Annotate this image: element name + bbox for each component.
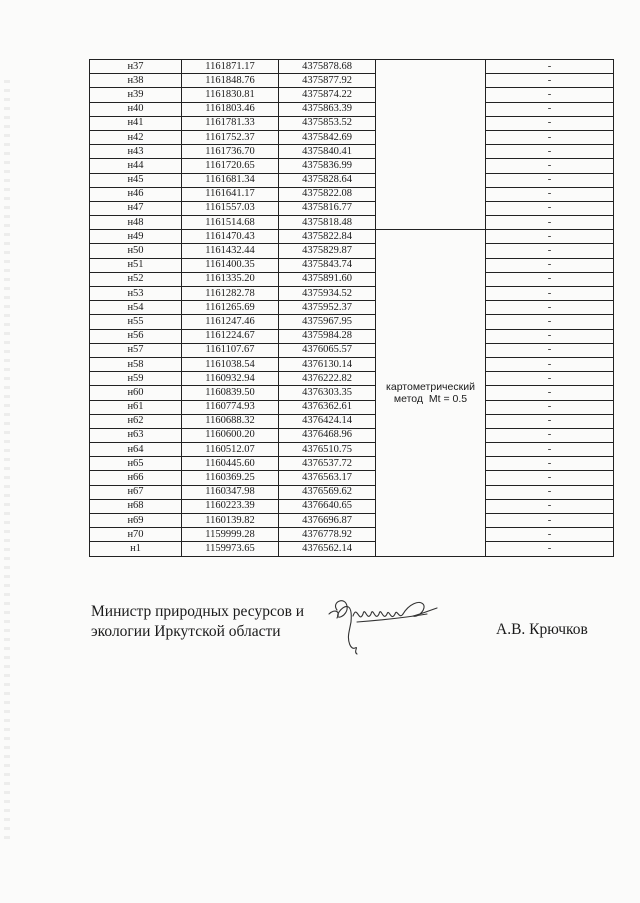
note-cell: - (486, 130, 614, 144)
point-id-cell: н39 (90, 88, 182, 102)
x-coordinate-cell: 1160600.20 (182, 428, 279, 442)
x-coordinate-cell: 1160839.50 (182, 386, 279, 400)
x-coordinate-cell: 1160932.94 (182, 372, 279, 386)
table-row (90, 230, 614, 244)
coordinates-table (89, 59, 614, 557)
point-id-cell: н56 (90, 329, 182, 343)
x-coordinate-cell: 1160139.82 (182, 514, 279, 528)
table-row (90, 528, 614, 542)
x-coordinate-cell: 1161641.17 (182, 187, 279, 201)
point-id-cell: н43 (90, 145, 182, 159)
y-coordinate-cell: 4376424.14 (279, 414, 376, 428)
y-coordinate-cell: 4375843.74 (279, 258, 376, 272)
y-coordinate-cell: 4376563.17 (279, 471, 376, 485)
y-coordinate-cell: 4375878.68 (279, 60, 376, 74)
note-cell: - (486, 443, 614, 457)
y-coordinate-cell: 4376468.96 (279, 428, 376, 442)
table-row (90, 443, 614, 457)
point-id-cell: н38 (90, 74, 182, 88)
x-coordinate-cell: 1161400.35 (182, 258, 279, 272)
x-coordinate-cell: 1161848.76 (182, 74, 279, 88)
table-row (90, 329, 614, 343)
x-coordinate-cell: 1161871.17 (182, 60, 279, 74)
note-cell: - (486, 528, 614, 542)
table-row (90, 60, 614, 74)
y-coordinate-cell: 4375816.77 (279, 201, 376, 215)
x-coordinate-cell: 1160369.25 (182, 471, 279, 485)
table-row (90, 372, 614, 386)
y-coordinate-cell: 4376696.87 (279, 514, 376, 528)
x-coordinate-cell: 1161470.43 (182, 230, 279, 244)
point-id-cell: н47 (90, 201, 182, 215)
note-cell: - (486, 159, 614, 173)
note-cell: - (486, 201, 614, 215)
point-id-cell: н1 (90, 542, 182, 556)
x-coordinate-cell: 1161265.69 (182, 301, 279, 315)
note-cell: - (486, 357, 614, 371)
table-row (90, 400, 614, 414)
point-id-cell: н70 (90, 528, 182, 542)
note-cell: - (486, 315, 614, 329)
table-row (90, 74, 614, 88)
point-id-cell: н40 (90, 102, 182, 116)
x-coordinate-cell: 1161557.03 (182, 201, 279, 215)
y-coordinate-cell: 4376222.82 (279, 372, 376, 386)
table-row (90, 244, 614, 258)
table-row (90, 301, 614, 315)
point-id-cell: н49 (90, 230, 182, 244)
point-id-cell: н41 (90, 116, 182, 130)
note-cell: - (486, 414, 614, 428)
y-coordinate-cell: 4376569.62 (279, 485, 376, 499)
x-coordinate-cell: 1161282.78 (182, 287, 279, 301)
note-cell: - (486, 329, 614, 343)
note-cell: - (486, 173, 614, 187)
table-row (90, 102, 614, 116)
table-row (90, 130, 614, 144)
y-coordinate-cell: 4375828.64 (279, 173, 376, 187)
table-row (90, 471, 614, 485)
official-title-line-2: экологии Иркутской области (91, 623, 281, 640)
x-coordinate-cell: 1159973.65 (182, 542, 279, 556)
x-coordinate-cell: 1160512.07 (182, 443, 279, 457)
y-coordinate-cell: 4375984.28 (279, 329, 376, 343)
point-id-cell: н59 (90, 372, 182, 386)
point-id-cell: н52 (90, 272, 182, 286)
x-coordinate-cell: 1161514.68 (182, 216, 279, 230)
point-id-cell: н68 (90, 499, 182, 513)
point-id-cell: н63 (90, 428, 182, 442)
note-cell: - (486, 74, 614, 88)
point-id-cell: н67 (90, 485, 182, 499)
note-cell: - (486, 145, 614, 159)
scan-edge-mark (4, 80, 10, 840)
note-cell: - (486, 272, 614, 286)
y-coordinate-cell: 4375840.41 (279, 145, 376, 159)
note-cell: - (486, 244, 614, 258)
y-coordinate-cell: 4375822.08 (279, 187, 376, 201)
table-row (90, 116, 614, 130)
note-cell: - (486, 386, 614, 400)
official-title-line-1: Министр природных ресурсов и (91, 603, 305, 620)
note-cell: - (486, 499, 614, 513)
x-coordinate-cell: 1160445.60 (182, 457, 279, 471)
table-row (90, 159, 614, 173)
point-id-cell: н65 (90, 457, 182, 471)
x-coordinate-cell: 1161038.54 (182, 357, 279, 371)
table-row (90, 258, 614, 272)
point-id-cell: н53 (90, 287, 182, 301)
y-coordinate-cell: 4375853.52 (279, 116, 376, 130)
note-cell: - (486, 187, 614, 201)
y-coordinate-cell: 4376510.75 (279, 443, 376, 457)
y-coordinate-cell: 4375863.39 (279, 102, 376, 116)
table-row (90, 88, 614, 102)
method-cell-empty (376, 60, 486, 230)
note-cell: - (486, 216, 614, 230)
table-row (90, 357, 614, 371)
x-coordinate-cell: 1159999.28 (182, 528, 279, 542)
table-row (90, 428, 614, 442)
y-coordinate-cell: 4375836.99 (279, 159, 376, 173)
y-coordinate-cell: 4375842.69 (279, 130, 376, 144)
handwritten-signature (323, 592, 443, 662)
note-cell: - (486, 258, 614, 272)
note-cell: - (486, 471, 614, 485)
table-row (90, 145, 614, 159)
point-id-cell: н42 (90, 130, 182, 144)
x-coordinate-cell: 1161803.46 (182, 102, 279, 116)
table-row (90, 514, 614, 528)
note-cell: - (486, 485, 614, 499)
table-row (90, 272, 614, 286)
x-coordinate-cell: 1161736.70 (182, 145, 279, 159)
note-cell: - (486, 60, 614, 74)
table-row (90, 216, 614, 230)
y-coordinate-cell: 4376640.65 (279, 499, 376, 513)
signature-block (91, 602, 631, 672)
note-cell: - (486, 230, 614, 244)
y-coordinate-cell: 4375829.87 (279, 244, 376, 258)
note-cell: - (486, 514, 614, 528)
y-coordinate-cell: 4376065.57 (279, 343, 376, 357)
official-title (91, 602, 321, 642)
x-coordinate-cell: 1161681.34 (182, 173, 279, 187)
point-id-cell: н61 (90, 400, 182, 414)
note-cell: - (486, 287, 614, 301)
table-row (90, 386, 614, 400)
method-cell (376, 230, 486, 556)
official-name: А.В. Крючков (496, 621, 588, 638)
table-row (90, 542, 614, 556)
x-coordinate-cell: 1160223.39 (182, 499, 279, 513)
note-cell: - (486, 301, 614, 315)
x-coordinate-cell: 1160688.32 (182, 414, 279, 428)
y-coordinate-cell: 4375952.37 (279, 301, 376, 315)
x-coordinate-cell: 1160347.98 (182, 485, 279, 499)
x-coordinate-cell: 1161781.33 (182, 116, 279, 130)
note-cell: - (486, 88, 614, 102)
table-row (90, 343, 614, 357)
point-id-cell: н55 (90, 315, 182, 329)
x-coordinate-cell: 1161224.67 (182, 329, 279, 343)
y-coordinate-cell: 4376130.14 (279, 357, 376, 371)
y-coordinate-cell: 4376562.14 (279, 542, 376, 556)
note-cell: - (486, 542, 614, 556)
y-coordinate-cell: 4375934.52 (279, 287, 376, 301)
y-coordinate-cell: 4376303.35 (279, 386, 376, 400)
y-coordinate-cell: 4375891.60 (279, 272, 376, 286)
note-cell: - (486, 116, 614, 130)
y-coordinate-cell: 4376362.61 (279, 400, 376, 414)
point-id-cell: н50 (90, 244, 182, 258)
table-row (90, 499, 614, 513)
point-id-cell: н60 (90, 386, 182, 400)
note-cell: - (486, 343, 614, 357)
point-id-cell: н62 (90, 414, 182, 428)
point-id-cell: н69 (90, 514, 182, 528)
table-row (90, 201, 614, 215)
point-id-cell: н46 (90, 187, 182, 201)
point-id-cell: н58 (90, 357, 182, 371)
x-coordinate-cell: 1161335.20 (182, 272, 279, 286)
point-id-cell: н51 (90, 258, 182, 272)
coordinates-table-body (90, 60, 614, 557)
table-row (90, 414, 614, 428)
table-row (90, 485, 614, 499)
point-id-cell: н66 (90, 471, 182, 485)
method-line-2: метод Mt = 0.5 (393, 392, 468, 405)
table-row (90, 287, 614, 301)
x-coordinate-cell: 1161107.67 (182, 343, 279, 357)
point-id-cell: н54 (90, 301, 182, 315)
note-cell: - (486, 428, 614, 442)
point-id-cell: н37 (90, 60, 182, 74)
y-coordinate-cell: 4375877.92 (279, 74, 376, 88)
table-row (90, 173, 614, 187)
y-coordinate-cell: 4376537.72 (279, 457, 376, 471)
point-id-cell: н48 (90, 216, 182, 230)
y-coordinate-cell: 4375874.22 (279, 88, 376, 102)
point-id-cell: н44 (90, 159, 182, 173)
table-row (90, 187, 614, 201)
table-row (90, 315, 614, 329)
point-id-cell: н45 (90, 173, 182, 187)
point-id-cell: н57 (90, 343, 182, 357)
x-coordinate-cell: 1161720.65 (182, 159, 279, 173)
table-row (90, 457, 614, 471)
x-coordinate-cell: 1160774.93 (182, 400, 279, 414)
note-cell: - (486, 372, 614, 386)
x-coordinate-cell: 1161830.81 (182, 88, 279, 102)
method-line-1: картометрический (386, 380, 475, 393)
y-coordinate-cell: 4375822.84 (279, 230, 376, 244)
x-coordinate-cell: 1161752.37 (182, 130, 279, 144)
y-coordinate-cell: 4375967.95 (279, 315, 376, 329)
note-cell: - (486, 102, 614, 116)
note-cell: - (486, 457, 614, 471)
y-coordinate-cell: 4376778.92 (279, 528, 376, 542)
x-coordinate-cell: 1161247.46 (182, 315, 279, 329)
note-cell: - (486, 400, 614, 414)
y-coordinate-cell: 4375818.48 (279, 216, 376, 230)
x-coordinate-cell: 1161432.44 (182, 244, 279, 258)
point-id-cell: н64 (90, 443, 182, 457)
